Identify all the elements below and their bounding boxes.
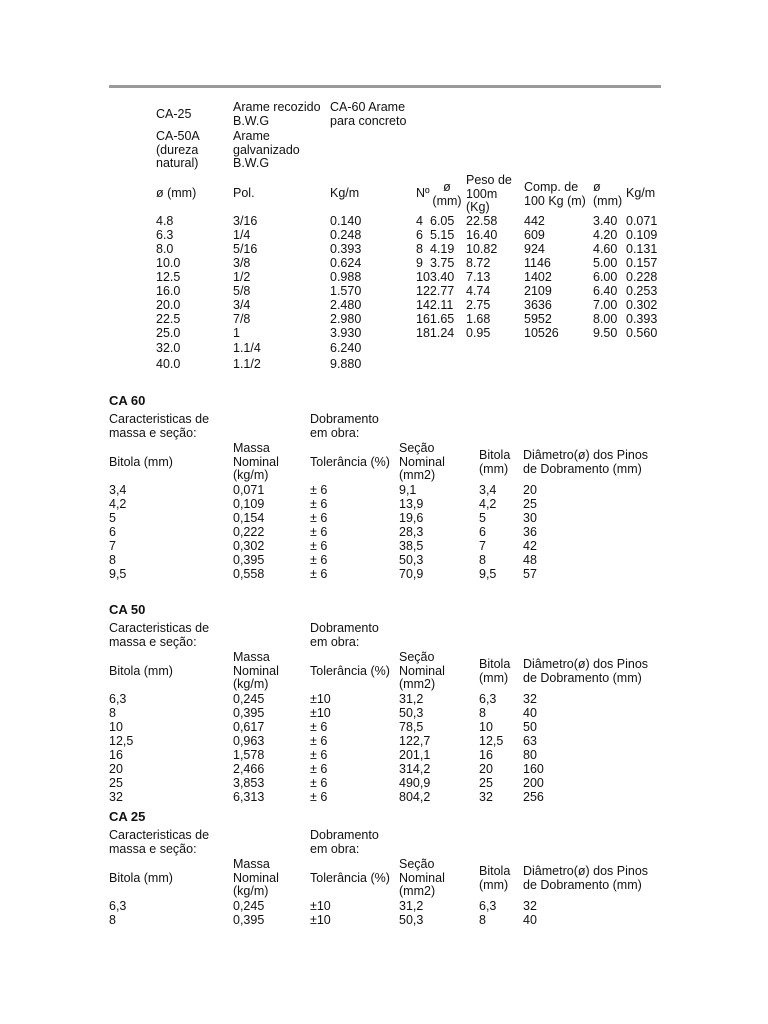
top-right-cell: 5.00 bbox=[593, 256, 618, 270]
top-right-cell: 10526 bbox=[524, 326, 559, 340]
hdr-secao: Seção Nominal (mm2) bbox=[399, 650, 445, 691]
table-cell: 38,5 bbox=[399, 539, 424, 553]
table-cell: ± 6 bbox=[310, 553, 328, 567]
section-char-label: Caracteristicas de massa e seção: bbox=[109, 621, 210, 649]
table-cell: 12,5 bbox=[109, 734, 134, 748]
table-cell: 0,395 bbox=[233, 706, 265, 720]
table-cell: 2,466 bbox=[233, 762, 265, 776]
hdr-massa: Massa Nominal (kg/m) bbox=[233, 650, 279, 691]
table-cell: 314,2 bbox=[399, 762, 431, 776]
table-cell: 0,395 bbox=[233, 553, 265, 567]
table-cell: ± 6 bbox=[310, 539, 328, 553]
top-mid-cell: 22.58 bbox=[466, 214, 498, 228]
top-right-cell: 1402 bbox=[524, 270, 552, 284]
table-cell: 5 bbox=[109, 511, 116, 525]
table-cell: 31,2 bbox=[399, 899, 424, 913]
top-left-cell: 0.624 bbox=[330, 256, 362, 270]
top-mid-cell: 8 bbox=[416, 242, 423, 256]
top-right-cell: 6.40 bbox=[593, 284, 618, 298]
top-right-cell: 0.109 bbox=[626, 228, 658, 242]
table-cell: 20 bbox=[109, 762, 123, 776]
top-mid-cell: 9 bbox=[416, 256, 423, 270]
table-cell: 6,3 bbox=[109, 692, 127, 706]
hdr-secao: Seção Nominal (mm2) bbox=[399, 441, 445, 482]
hdr-diametro: Diâmetro(ø) dos Pinos de Dobramento (mm) bbox=[523, 657, 649, 685]
top-left-cell: 3/4 bbox=[233, 298, 251, 312]
top-left-cell: 25.0 bbox=[156, 326, 181, 340]
top-right-cell: 9.50 bbox=[593, 326, 618, 340]
table-cell: 256 bbox=[523, 790, 544, 804]
top-mid-cell: 142.11 bbox=[416, 298, 454, 312]
top-left-cell: 32.0 bbox=[156, 341, 181, 355]
hdr-massa: Massa Nominal (kg/m) bbox=[233, 857, 279, 898]
table-cell: 1,578 bbox=[233, 748, 265, 762]
hdr-phi3: ø (mm) bbox=[593, 180, 623, 208]
hdr-bitola: Bitola (mm) bbox=[109, 664, 173, 678]
table-cell: 8 bbox=[479, 913, 486, 927]
top-right-cell: 0.071 bbox=[626, 214, 658, 228]
table-cell: 0,395 bbox=[233, 913, 265, 927]
ca25-label: CA-25 bbox=[156, 107, 192, 121]
hdr-bitola2: Bitola (mm) bbox=[479, 864, 511, 892]
table-cell: 80 bbox=[523, 748, 537, 762]
hdr-no: Nº bbox=[416, 186, 430, 200]
table-cell: 50 bbox=[523, 720, 537, 734]
table-cell: 9,1 bbox=[399, 483, 417, 497]
top-left-cell: 6.3 bbox=[156, 228, 174, 242]
top-right-cell: 0.560 bbox=[626, 326, 658, 340]
table-cell: ± 6 bbox=[310, 511, 328, 525]
top-mid-cell: 7.13 bbox=[466, 270, 491, 284]
table-cell: 6 bbox=[479, 525, 486, 539]
table-cell: 0,222 bbox=[233, 525, 265, 539]
top-left-cell: 12.5 bbox=[156, 270, 181, 284]
top-right-cell: 5952 bbox=[524, 312, 552, 326]
hdr-secao: Seção Nominal (mm2) bbox=[399, 857, 445, 898]
table-cell: 8 bbox=[109, 553, 116, 567]
top-right-cell: 4.60 bbox=[593, 242, 618, 256]
top-left-cell: 3/8 bbox=[233, 256, 251, 270]
table-cell: ± 6 bbox=[310, 776, 328, 790]
top-left-cell: 5/8 bbox=[233, 284, 251, 298]
table-cell: ± 6 bbox=[310, 525, 328, 539]
table-cell: 13,9 bbox=[399, 497, 424, 511]
top-right-cell: 609 bbox=[524, 228, 545, 242]
table-cell: 0,558 bbox=[233, 567, 265, 581]
table-cell: 7 bbox=[479, 539, 486, 553]
table-cell: ±10 bbox=[310, 899, 331, 913]
table-cell: 3,4 bbox=[109, 483, 127, 497]
top-right-cell: 442 bbox=[524, 214, 545, 228]
top-mid-cell: 161.65 bbox=[416, 312, 455, 326]
top-left-cell: 3/16 bbox=[233, 214, 258, 228]
table-cell: 6,3 bbox=[479, 899, 497, 913]
top-right-cell: 1146 bbox=[524, 256, 551, 270]
table-cell: 28,3 bbox=[399, 525, 424, 539]
table-cell: 8 bbox=[109, 913, 116, 927]
section-char-label: Caracteristicas de massa e seção: bbox=[109, 828, 210, 856]
table-cell: 42 bbox=[523, 539, 537, 553]
ca50a-label: CA-50A (dureza natural) bbox=[156, 129, 200, 170]
hdr-phi2: ø (mm) bbox=[432, 180, 462, 208]
top-right-cell: 0.131 bbox=[626, 242, 658, 256]
table-cell: 48 bbox=[523, 553, 537, 567]
top-mid-cell: 1.68 bbox=[466, 312, 491, 326]
table-cell: ± 6 bbox=[310, 762, 328, 776]
top-right-cell: 3636 bbox=[524, 298, 552, 312]
table-cell: ±10 bbox=[310, 706, 331, 720]
top-left-cell: 3.930 bbox=[330, 326, 362, 340]
top-mid-cell: 4.19 bbox=[430, 242, 455, 256]
arame-recozido-label: Arame recozido B.W.G bbox=[233, 100, 321, 128]
top-left-cell: 6.240 bbox=[330, 341, 362, 355]
section-dobramento-label: Dobramento em obra: bbox=[310, 621, 379, 649]
top-right-cell: 6.00 bbox=[593, 270, 618, 284]
table-cell: 0,245 bbox=[233, 899, 265, 913]
top-mid-cell: 6 bbox=[416, 228, 423, 242]
hdr-diametro: Diâmetro(ø) dos Pinos de Dobramento (mm) bbox=[523, 864, 649, 892]
hdr-pol: Pol. bbox=[233, 186, 255, 200]
table-cell: 804,2 bbox=[399, 790, 431, 804]
top-left-cell: 9.880 bbox=[330, 357, 362, 371]
table-cell: ± 6 bbox=[310, 790, 328, 804]
table-cell: 9,5 bbox=[479, 567, 497, 581]
table-cell: 0,109 bbox=[233, 497, 265, 511]
table-cell: ± 6 bbox=[310, 567, 328, 581]
table-cell: 25 bbox=[109, 776, 123, 790]
table-cell: 7 bbox=[109, 539, 116, 553]
top-right-cell: 7.00 bbox=[593, 298, 618, 312]
table-cell: ± 6 bbox=[310, 720, 328, 734]
table-cell: 0,245 bbox=[233, 692, 265, 706]
top-mid-cell: 4.74 bbox=[466, 284, 491, 298]
top-right-cell: 924 bbox=[524, 242, 545, 256]
table-cell: 160 bbox=[523, 762, 544, 776]
table-cell: 5 bbox=[479, 511, 486, 525]
table-cell: 25 bbox=[523, 497, 537, 511]
hdr-bitola2: Bitola (mm) bbox=[479, 448, 511, 476]
top-left-cell: 1.570 bbox=[330, 284, 362, 298]
top-right-cell: 0.253 bbox=[626, 284, 658, 298]
table-cell: ± 6 bbox=[310, 497, 328, 511]
table-cell: ±10 bbox=[310, 913, 331, 927]
table-cell: 0,302 bbox=[233, 539, 265, 553]
table-cell: 31,2 bbox=[399, 692, 424, 706]
top-left-cell: 7/8 bbox=[233, 312, 251, 326]
table-cell: 10 bbox=[479, 720, 493, 734]
table-cell: 122,7 bbox=[399, 734, 431, 748]
top-left-cell: 8.0 bbox=[156, 242, 174, 256]
table-cell: 25 bbox=[479, 776, 493, 790]
top-mid-cell: 6.05 bbox=[430, 214, 455, 228]
table-cell: 70,9 bbox=[399, 567, 424, 581]
top-right-cell: 0.228 bbox=[626, 270, 658, 284]
table-cell: 8 bbox=[479, 706, 486, 720]
hdr-peso: Peso de 100m (Kg) bbox=[466, 173, 512, 214]
table-cell: 16 bbox=[109, 748, 123, 762]
table-cell: 6 bbox=[109, 525, 116, 539]
top-left-cell: 1.1/4 bbox=[233, 341, 261, 355]
top-mid-cell: 103.40 bbox=[416, 270, 455, 284]
section-dobramento-label: Dobramento em obra: bbox=[310, 412, 379, 440]
table-cell: 50,3 bbox=[399, 553, 424, 567]
section-title: CA 25 bbox=[109, 809, 146, 824]
table-cell: 57 bbox=[523, 567, 537, 581]
table-cell: 0,963 bbox=[233, 734, 265, 748]
table-cell: ± 6 bbox=[310, 748, 328, 762]
top-mid-cell: 10.82 bbox=[466, 242, 498, 256]
hdr-tolerancia: Tolerância (%) bbox=[310, 664, 390, 678]
top-rule bbox=[109, 85, 661, 88]
top-left-cell: 0.393 bbox=[330, 242, 362, 256]
hdr-kgm2: Kg/m bbox=[626, 186, 656, 200]
table-cell: 36 bbox=[523, 525, 537, 539]
hdr-diametro: Diâmetro(ø) dos Pinos de Dobramento (mm) bbox=[523, 448, 649, 476]
top-mid-cell: 122.77 bbox=[416, 284, 455, 298]
top-left-cell: 40.0 bbox=[156, 357, 181, 371]
top-left-cell: 0.248 bbox=[330, 228, 362, 242]
table-cell: 20 bbox=[479, 762, 493, 776]
hdr-kgm: Kg/m bbox=[330, 186, 360, 200]
ca60-arame-label: CA-60 Arame para concreto bbox=[330, 100, 407, 128]
hdr-bitola2: Bitola (mm) bbox=[479, 657, 511, 685]
table-cell: 12,5 bbox=[479, 734, 504, 748]
table-cell: 201,1 bbox=[399, 748, 431, 762]
top-left-cell: 10.0 bbox=[156, 256, 181, 270]
top-mid-cell: 181.24 bbox=[416, 326, 455, 340]
top-left-cell: 22.5 bbox=[156, 312, 181, 326]
table-cell: 50,3 bbox=[399, 913, 424, 927]
top-mid-cell: 5.15 bbox=[430, 228, 455, 242]
table-cell: 0,071 bbox=[233, 483, 265, 497]
top-left-cell: 5/16 bbox=[233, 242, 258, 256]
hdr-massa: Massa Nominal (kg/m) bbox=[233, 441, 279, 482]
hdr-bitola: Bitola (mm) bbox=[109, 871, 173, 885]
table-cell: 3,853 bbox=[233, 776, 265, 790]
table-cell: 9,5 bbox=[109, 567, 127, 581]
section-title: CA 60 bbox=[109, 393, 146, 408]
table-cell: 30 bbox=[523, 511, 537, 525]
table-cell: 8 bbox=[479, 553, 486, 567]
top-left-cell: 2.480 bbox=[330, 298, 362, 312]
top-mid-cell: 0.95 bbox=[466, 326, 491, 340]
table-cell: 32 bbox=[109, 790, 123, 804]
top-left-cell: 0.140 bbox=[330, 214, 362, 228]
top-right-cell: 0.157 bbox=[626, 256, 658, 270]
top-right-cell: 4.20 bbox=[593, 228, 618, 242]
table-cell: 4,2 bbox=[479, 497, 497, 511]
table-cell: 6,3 bbox=[109, 899, 127, 913]
table-cell: 78,5 bbox=[399, 720, 424, 734]
table-cell: ± 6 bbox=[310, 483, 328, 497]
table-cell: 200 bbox=[523, 776, 544, 790]
top-left-cell: 2.980 bbox=[330, 312, 362, 326]
table-cell: 19,6 bbox=[399, 511, 424, 525]
table-cell: 32 bbox=[523, 899, 537, 913]
table-cell: ±10 bbox=[310, 692, 331, 706]
arame-galvanizado-label: Arame galvanizado B.W.G bbox=[233, 129, 300, 170]
table-cell: 0,154 bbox=[233, 511, 265, 525]
table-cell: 20 bbox=[523, 483, 537, 497]
table-cell: ± 6 bbox=[310, 734, 328, 748]
table-cell: 16 bbox=[479, 748, 493, 762]
top-left-cell: 1.1/2 bbox=[233, 357, 261, 371]
table-cell: 6,3 bbox=[479, 692, 497, 706]
top-mid-cell: 4 bbox=[416, 214, 423, 228]
top-left-cell: 0.988 bbox=[330, 270, 362, 284]
table-cell: 0,617 bbox=[233, 720, 265, 734]
table-cell: 490,9 bbox=[399, 776, 431, 790]
top-right-cell: 3.40 bbox=[593, 214, 618, 228]
top-right-cell: 0.393 bbox=[626, 312, 658, 326]
hdr-comp: Comp. de 100 Kg (m) bbox=[524, 180, 586, 208]
section-dobramento-label: Dobramento em obra: bbox=[310, 828, 379, 856]
hdr-bitola: Bitola (mm) bbox=[109, 455, 173, 469]
top-mid-cell: 8.72 bbox=[466, 256, 491, 270]
table-cell: 8 bbox=[109, 706, 116, 720]
top-mid-cell: 2.75 bbox=[466, 298, 491, 312]
top-right-cell: 8.00 bbox=[593, 312, 618, 326]
table-cell: 10 bbox=[109, 720, 123, 734]
top-left-cell: 20.0 bbox=[156, 298, 181, 312]
table-cell: 3,4 bbox=[479, 483, 497, 497]
top-left-cell: 1/4 bbox=[233, 228, 251, 242]
section-char-label: Caracteristicas de massa e seção: bbox=[109, 412, 210, 440]
top-left-cell: 16.0 bbox=[156, 284, 181, 298]
top-mid-cell: 3.75 bbox=[430, 256, 455, 270]
table-cell: 50,3 bbox=[399, 706, 424, 720]
table-cell: 40 bbox=[523, 706, 537, 720]
top-mid-cell: 16.40 bbox=[466, 228, 498, 242]
hdr-tolerancia: Tolerância (%) bbox=[310, 455, 390, 469]
top-left-cell: 1/2 bbox=[233, 270, 251, 284]
table-cell: 40 bbox=[523, 913, 537, 927]
table-cell: 32 bbox=[523, 692, 537, 706]
table-cell: 63 bbox=[523, 734, 537, 748]
section-title: CA 50 bbox=[109, 602, 146, 617]
top-right-cell: 0.302 bbox=[626, 298, 658, 312]
table-cell: 4,2 bbox=[109, 497, 127, 511]
top-left-cell: 4.8 bbox=[156, 214, 174, 228]
hdr-tolerancia: Tolerância (%) bbox=[310, 871, 390, 885]
hdr-phi: ø (mm) bbox=[156, 186, 197, 200]
table-cell: 6,313 bbox=[233, 790, 265, 804]
top-right-cell: 2109 bbox=[524, 284, 552, 298]
top-left-cell: 1 bbox=[233, 326, 240, 340]
table-cell: 32 bbox=[479, 790, 493, 804]
